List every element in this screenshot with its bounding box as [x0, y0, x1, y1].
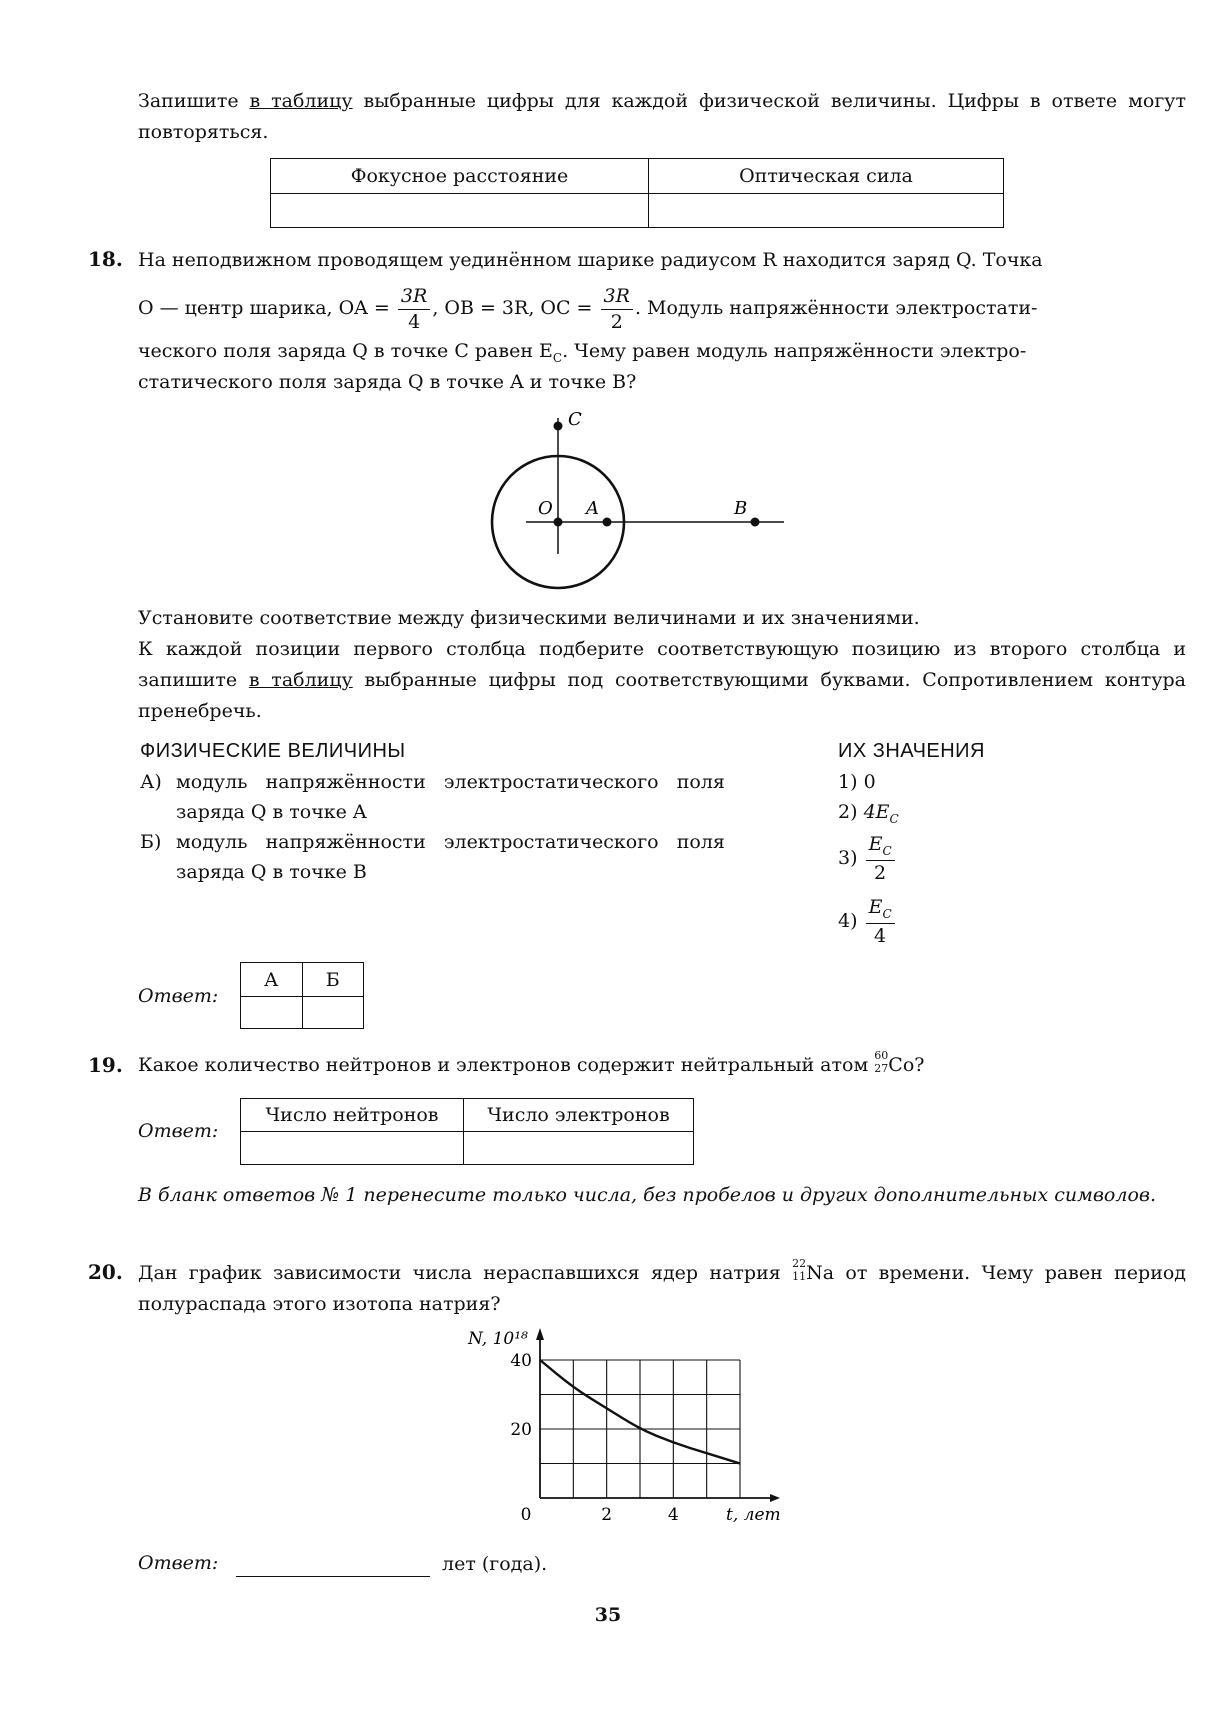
q18-line4: статического поля заряда Q в точке A и точке B? — [138, 371, 637, 393]
point-c — [554, 422, 563, 431]
q20-text: Дан график зависимости числа нераспавшихся ядер натрия 22 11 Na от времени. Чему равен период полураспада этого изотопа натрия? — [138, 1257, 1186, 1315]
q18-line1: На неподвижном проводящем уединённом шарике радиусом R находится заряд Q. Точка — [138, 249, 1043, 271]
intro-text-end: выбранные цифры для каждой физической величины. Цифры в ответе могут повторяться. — [138, 90, 1186, 143]
point-o — [554, 518, 563, 527]
q18-number: 18. — [88, 247, 123, 271]
x-axis-arrow — [770, 1494, 780, 1502]
q19-cell-electrons[interactable] — [464, 1132, 694, 1165]
item-b-line1: модуль напряжённости электростатического поля — [176, 831, 725, 853]
q18-answer-cell-a[interactable] — [241, 997, 303, 1029]
table17-cell-power[interactable] — [649, 194, 1004, 228]
value-3: 3) $\frac{E_C}{2}$ — [838, 830, 897, 886]
table17-cell-focal[interactable] — [271, 194, 649, 228]
item-a-line2: заряда Q в точке A — [176, 801, 367, 823]
table17-header-power: Оптическая сила — [649, 159, 1004, 194]
y-axis-label: N, 10¹⁸ — [468, 1329, 528, 1349]
y-tick-label: 20 — [510, 1420, 532, 1440]
label-b: B — [734, 498, 748, 519]
match-intro-1: Установите соответствие между физическими величинами и их значениями. — [138, 607, 920, 629]
q19-text: Какое количество нейтронов и электронов содержит нейтральный атом 60 27 Co? — [138, 1049, 925, 1076]
q19-col-neutrons: Число нейтронов — [241, 1099, 464, 1132]
q18-answer-table — [240, 962, 364, 1029]
label-a: A — [586, 498, 599, 519]
q20-answer-blank[interactable] — [236, 1576, 430, 1577]
item-a-line1: модуль напряжённости электростатического поля — [176, 771, 725, 793]
q19-col-electrons: Число электронов — [464, 1099, 694, 1132]
value-1: 1) 0 — [838, 771, 876, 793]
value-4: 4) $\frac{E_C}{4}$ — [838, 893, 897, 949]
q18-answer-label: Ответ: — [138, 985, 219, 1007]
q20-answer-unit: лет (года). — [442, 1553, 548, 1575]
q18-line3: ческого поля заряда Q в точке C равен $E_C$. Чему равен модуль напряжённости электро- — [138, 340, 1027, 365]
intro-paragraph — [138, 86, 1186, 148]
q18-answer-cell-b[interactable] — [302, 997, 364, 1029]
item-b-key: Б) — [140, 831, 162, 853]
x-tick-label: 0 — [520, 1505, 532, 1525]
q19-cell-neutrons[interactable] — [241, 1132, 464, 1165]
answer-table-17 — [270, 158, 1004, 228]
intro-underlined: в таблицу — [249, 90, 353, 112]
point-b — [751, 518, 760, 527]
decay-chart — [440, 1320, 820, 1530]
q18-answer-col-a: А — [241, 963, 303, 997]
q20-answer-label: Ответ: — [138, 1552, 219, 1574]
q18-answer-col-b: Б — [302, 963, 364, 997]
physical-quantities-heading: ФИЗИЧЕСКИЕ ВЕЛИЧИНЫ — [140, 740, 406, 762]
chart-tick-labels — [510, 1351, 678, 1525]
x-tick-label: 2 — [601, 1505, 613, 1525]
item-a-key: А) — [140, 771, 162, 793]
q18-line2: O — центр шарика, OA = $\frac{3R}{4}$ , OB = 3R, OC = $\frac{3R}{2}$ . Модуль напряжённости электростати- — [138, 284, 1038, 333]
q19-note: В бланк ответов № 1 перенесите только числа, без пробелов и других дополнительных символов. — [138, 1184, 1157, 1206]
q19-number: 19. — [88, 1053, 123, 1077]
oa-fraction: $\frac{3R}{4}$ — [398, 287, 430, 332]
point-a — [603, 518, 612, 527]
label-c: C — [568, 409, 582, 430]
q19-answer-label: Ответ: — [138, 1120, 219, 1142]
co-nuclide-indices: 60 27 — [874, 1049, 889, 1075]
x-axis-label: t, лет — [726, 1505, 781, 1525]
q19-answer-table — [240, 1098, 694, 1165]
q20-number: 20. — [88, 1260, 123, 1284]
item-b-line2: заряда Q в точке B — [176, 861, 367, 883]
y-tick-label: 40 — [510, 1351, 532, 1371]
match-intro-2: К каждой позиции первого столбца подберите соответствующую позицию из второго столбца и запишите в таблицу выбранные цифры под соответствующими буквами. Сопротивлением контура пренебречь. — [138, 638, 1186, 722]
table17-header-focal: Фокусное расстояние — [271, 159, 649, 194]
x-tick-label: 4 — [667, 1505, 679, 1525]
values-heading: ИХ ЗНАЧЕНИЯ — [838, 740, 986, 762]
y-axis-arrow — [536, 1328, 544, 1340]
label-o: O — [538, 498, 553, 519]
oc-fraction: $\frac{3R}{2}$ — [601, 287, 633, 332]
na-nuclide-indices: 22 11 — [792, 1257, 807, 1283]
intro-text: Запишите — [138, 90, 250, 112]
charged-sphere-diagram — [480, 404, 800, 594]
value-2: 2) $4E_C$ — [838, 801, 899, 826]
page-number: 35 — [594, 1604, 622, 1626]
